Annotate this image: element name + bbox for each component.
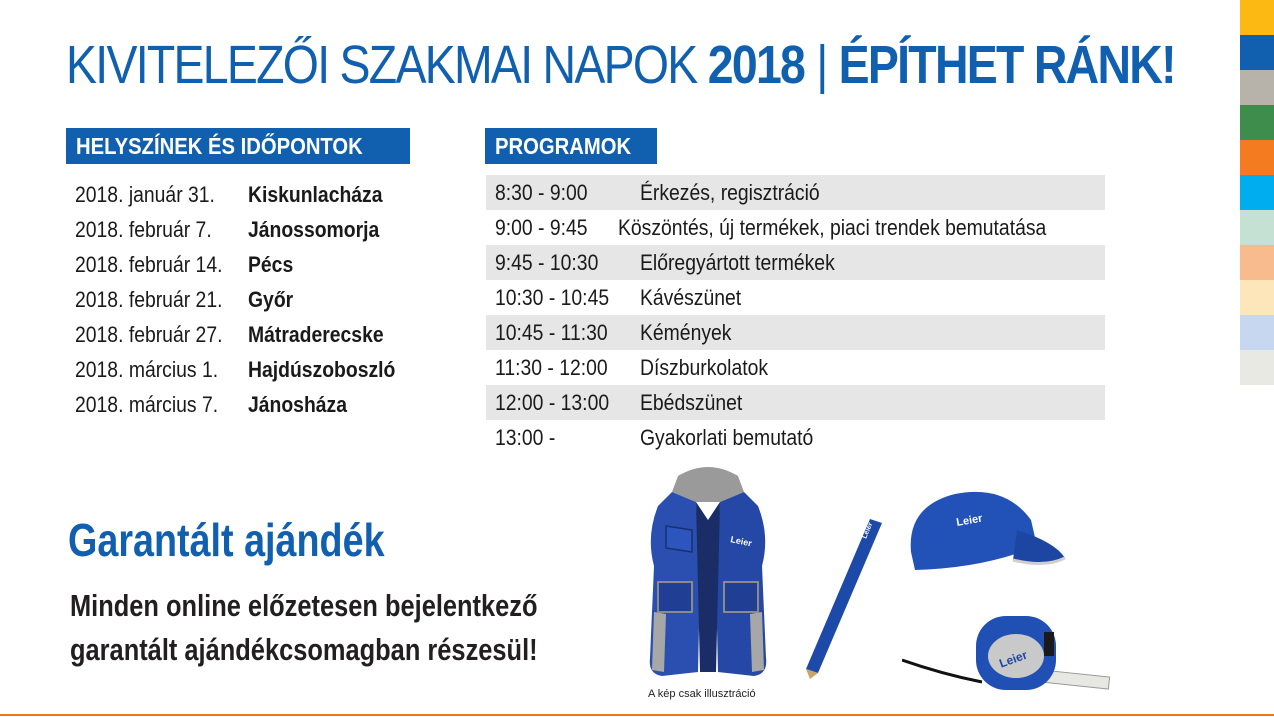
location-place: Hajdúszoboszló: [248, 357, 396, 382]
location-place: Pécs: [248, 252, 294, 277]
program-time: 8:30 - 9:00: [495, 180, 588, 205]
program-item: Kémények: [640, 320, 732, 345]
program-time: 9:45 - 10:30: [495, 250, 599, 275]
program-row: [486, 245, 1105, 280]
location-row: [75, 282, 415, 317]
title-separator: |: [816, 35, 827, 95]
location-date: 2018. február 7.: [75, 217, 212, 242]
location-row: [75, 387, 415, 422]
title-slogan: ÉPÍTHET RÁNK!: [838, 35, 1175, 95]
vest-brand-label: Leier: [729, 534, 753, 549]
color-swatch: [1240, 105, 1274, 140]
tape-brand-label: Leier: [997, 647, 1030, 671]
color-swatch: [1240, 350, 1274, 385]
program-row: [486, 420, 1105, 455]
program-item: Ebédszünet: [640, 390, 743, 415]
location-row: [75, 177, 415, 212]
color-swatch: [1240, 245, 1274, 280]
program-row: [486, 210, 1105, 245]
location-row: [75, 317, 415, 352]
location-row: [75, 247, 415, 282]
program-row: [486, 175, 1105, 210]
location-place: Jánosháza: [248, 392, 347, 417]
program-table: [486, 175, 1105, 455]
location-row: [75, 352, 415, 387]
location-date: 2018. március 7.: [75, 392, 219, 417]
program-time: 13:00 -: [495, 425, 556, 450]
program-time: 9:00 - 9:45: [495, 215, 588, 240]
location-date: 2018. február 21.: [75, 287, 223, 312]
program-heading: PROGRAMOK: [485, 128, 657, 164]
gift-title: Garantált ajándék: [68, 514, 385, 566]
color-swatch: [1240, 70, 1274, 105]
location-place: Mátraderecske: [248, 322, 384, 347]
bottom-rule: [0, 714, 1274, 716]
gift-line-1: Minden online előzetesen bejelentkező: [70, 588, 538, 623]
cap-brand-label: Leier: [955, 512, 984, 529]
locations-list: [75, 177, 415, 422]
vest-illustration: [640, 462, 776, 684]
program-row: [486, 350, 1105, 385]
pencil-brand-label: Leier: [861, 521, 875, 540]
location-date: 2018. február 27.: [75, 322, 223, 347]
program-time: 10:30 - 10:45: [495, 285, 610, 310]
pencil-illustration: [800, 515, 890, 680]
color-swatch: [1240, 140, 1274, 175]
location-date: 2018. március 1.: [75, 357, 219, 382]
program-row: [486, 280, 1105, 315]
title-regular: KIVITELEZŐI SZAKMAI NAPOK: [66, 35, 697, 95]
cap-illustration: [905, 486, 1067, 578]
title-year: 2018: [707, 35, 805, 95]
color-swatch: [1240, 35, 1274, 70]
color-swatch-strip: [1240, 0, 1274, 385]
location-row: [75, 212, 415, 247]
program-item: Díszburkolatok: [640, 355, 769, 380]
program-row: [486, 315, 1105, 350]
program-time: 11:30 - 12:00: [495, 355, 608, 380]
program-item: Előregyártott termékek: [640, 250, 835, 275]
tape-measure-illustration: [902, 612, 1114, 694]
illustration-caption: A kép csak illusztráció: [648, 688, 756, 700]
gift-description: [70, 584, 644, 672]
color-swatch: [1240, 0, 1274, 35]
gift-line-2: garantált ajándékcsomagban részesül!: [70, 632, 538, 667]
program-time: 10:45 - 11:30: [495, 320, 608, 345]
locations-heading: HELYSZÍNEK ÉS IDŐPONTOK: [66, 128, 410, 164]
location-place: Jánossomorja: [248, 217, 380, 242]
location-place: Győr: [248, 287, 294, 312]
program-item: Kávészünet: [640, 285, 742, 310]
location-date: 2018. február 14.: [75, 252, 223, 277]
program-item: Érkezés, regisztráció: [640, 180, 820, 205]
page-title: [66, 32, 1175, 98]
color-swatch: [1240, 175, 1274, 210]
program-time: 12:00 - 13:00: [495, 390, 610, 415]
program-item: Gyakorlati bemutató: [640, 425, 814, 450]
color-swatch: [1240, 315, 1274, 350]
location-place: Kiskunlacháza: [248, 182, 383, 207]
program-item: Köszöntés, új termékek, piaci trendek bemutatása: [618, 215, 1047, 240]
color-swatch: [1240, 280, 1274, 315]
color-swatch: [1240, 210, 1274, 245]
program-row: [486, 385, 1105, 420]
location-date: 2018. január 31.: [75, 182, 215, 207]
